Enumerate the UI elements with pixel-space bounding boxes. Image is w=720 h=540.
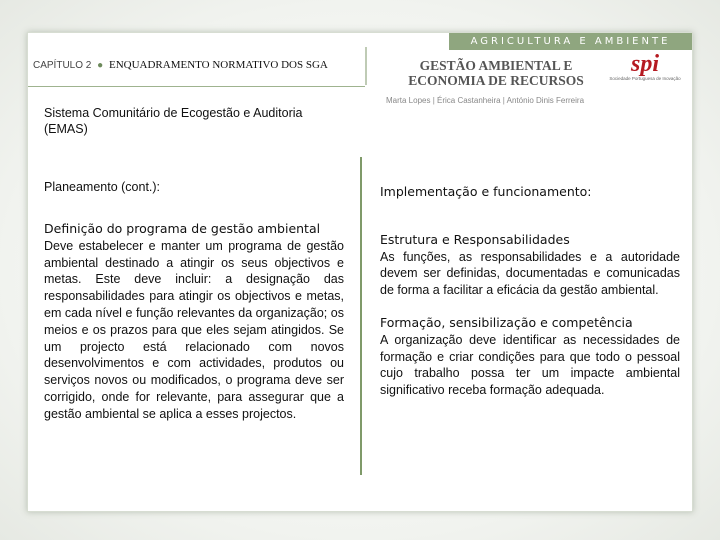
logo-mark: spi: [630, 51, 659, 77]
chapter-title: ENQUADRAMENTO NORMATIVO DOS SGA: [108, 59, 328, 71]
right-column: [380, 184, 680, 415]
left-subheading: Definição do programa de gestão ambiental: [44, 221, 321, 236]
left-body: Deve estabelecer e manter um programa de gestão ambiental destinado a atingir os seus objectivos e metas. Este deve incluir: a designação das responsabilidades para atingir os objectivos e metas, em cada nível e função relevantes da organização; os meios e os prazos para que eles sejam atingidos. Se um projecto está relacionado com novos desenvolvimentos e com actividades, produtos ou serviços novos ou modificados, o programa deve ser corrigido, onde for relevante, para assegurar que a gestão ambiental se aplica a esses projectos.: [44, 238, 344, 421]
header-divider: [365, 47, 367, 85]
logo-subtitle: Sociedade Portuguesa de Inovação: [609, 76, 681, 81]
section-structure-title: Estrutura e Responsabilidades: [380, 231, 570, 247]
section-title: Sistema Comunitário de Ecogestão e Auditoria (EMAS): [44, 106, 303, 136]
chapter-header: [33, 59, 328, 71]
header-band: AGRICULTURA E AMBIENTE: [449, 33, 692, 50]
column-divider: [360, 157, 362, 475]
left-heading: Planeamento (cont.):: [44, 180, 161, 194]
right-heading: Implementação e funcionamento:: [380, 184, 592, 199]
chapter-label: CAPÍTULO 2: [33, 60, 92, 71]
section-structure-body: As funções, as responsabilidades e a autoridade devem ser definidas, documentadas e comunicadas de forma a facilitar a eficácia da gestão ambiental.: [380, 249, 680, 298]
section-training-title: Formação, sensibilização e competência: [380, 314, 633, 330]
header-rule: [28, 86, 365, 87]
section-training-body: A organização deve identificar as necessidades de formação e criar condições para que todo o pessoal cujo trabalho possa ter um impacte ambiental significativo receba formação adequada.: [380, 332, 680, 398]
bullet-icon: ●: [97, 60, 104, 71]
authors: Marta Lopes | Érica Castanheira | António Dinis Ferreira: [386, 96, 585, 105]
spi-logo: [600, 52, 690, 82]
left-column: [44, 221, 344, 423]
slide: [27, 32, 693, 512]
book-title: GESTÃO AMBIENTAL E ECONOMIA DE RECURSOS: [408, 58, 584, 88]
